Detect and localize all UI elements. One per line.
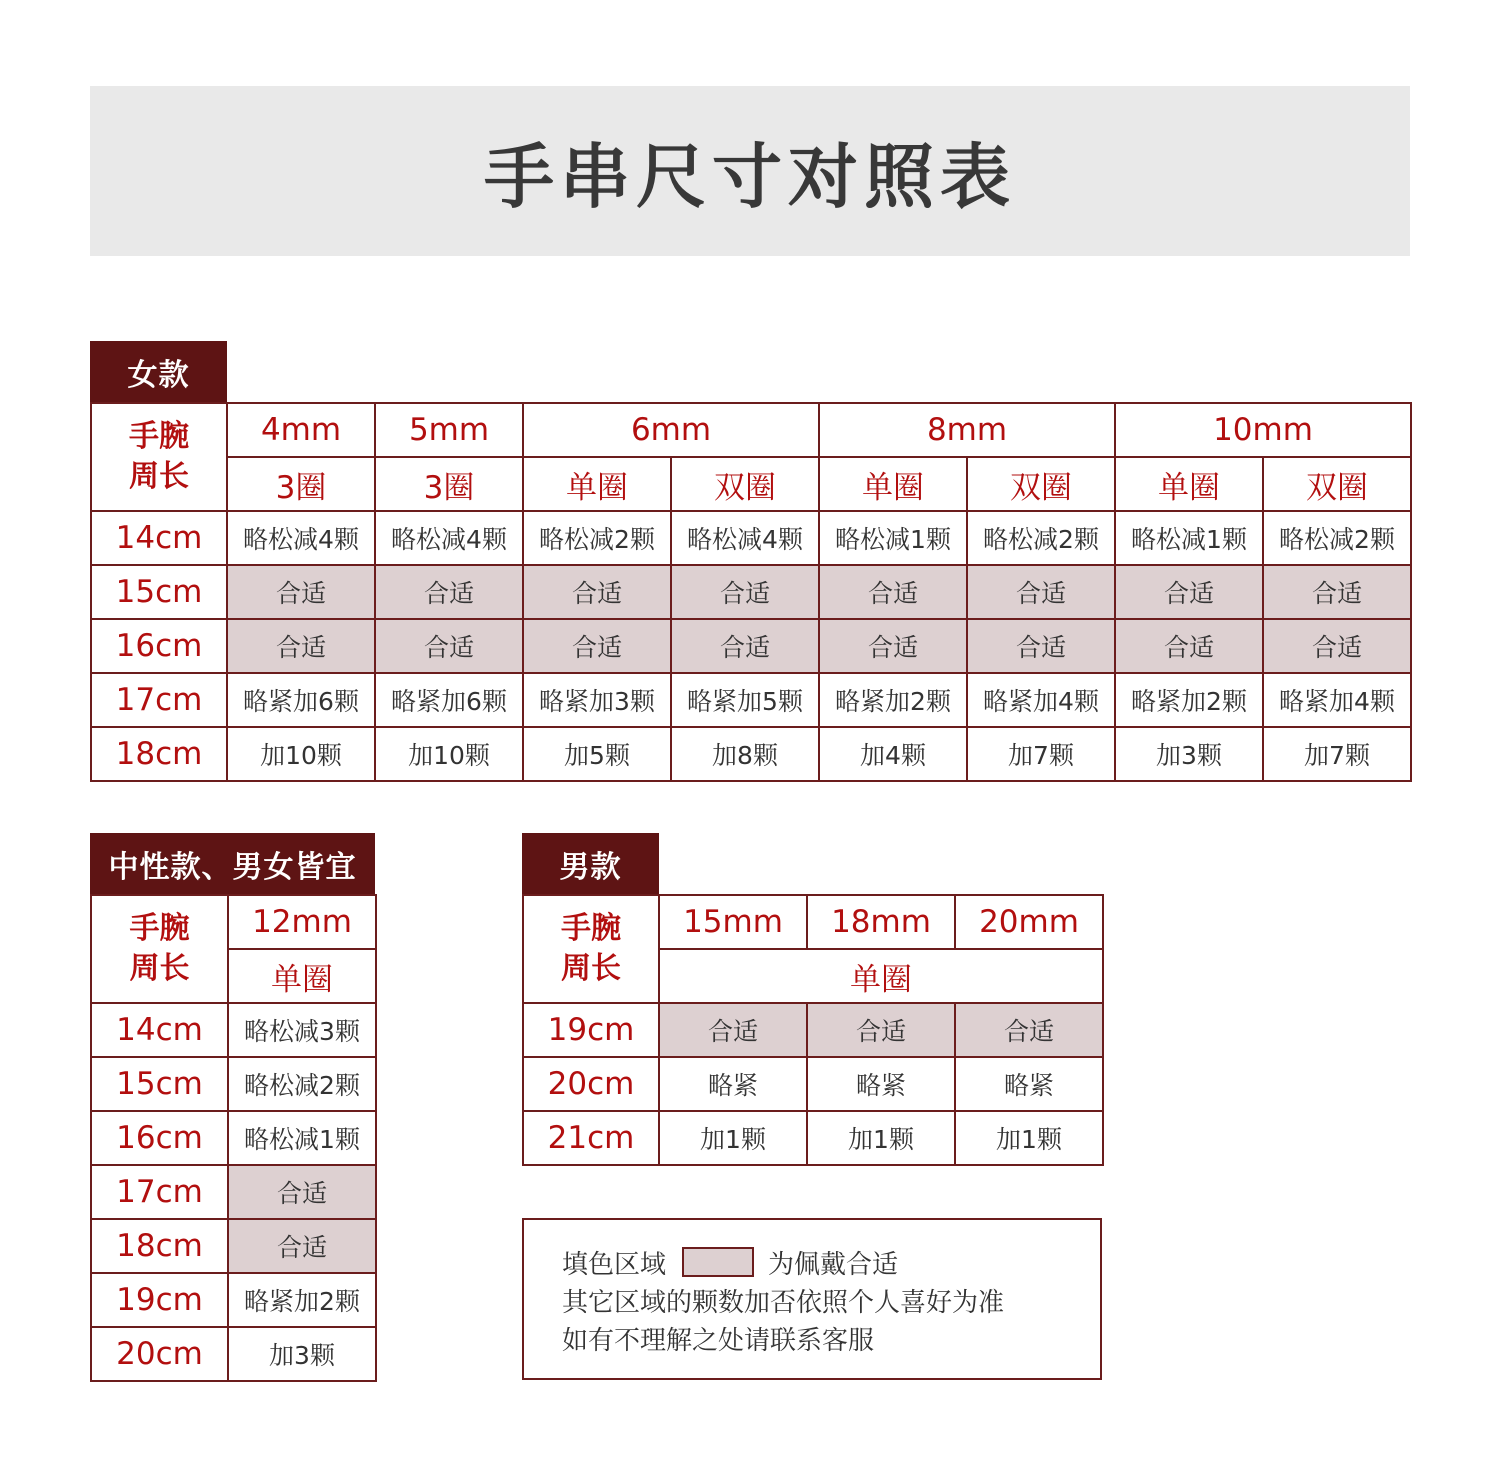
- loop-header: 单圈: [523, 457, 671, 511]
- fit-cell-highlight: 合适: [227, 619, 375, 673]
- fit-cell: 略松减1颗: [1115, 511, 1263, 565]
- table-row: [91, 1273, 376, 1327]
- fit-cell: 加8颗: [671, 727, 819, 781]
- fit-cell: 略紧: [807, 1057, 955, 1111]
- wrist-size: 15cm: [91, 1057, 228, 1111]
- size-header: 18mm: [807, 895, 955, 949]
- wrist-header: [523, 895, 659, 1003]
- table-row: [523, 1111, 1103, 1165]
- fit-cell: 略紧: [659, 1057, 807, 1111]
- fit-cell: 加1颗: [807, 1111, 955, 1165]
- wrist-header-line2: 周长: [129, 459, 189, 494]
- fit-cell-highlight: 合适: [227, 565, 375, 619]
- fit-cell: 略紧加6颗: [375, 673, 523, 727]
- size-header: 15mm: [659, 895, 807, 949]
- size-header: 10mm: [1115, 403, 1411, 457]
- fit-cell-highlight: 合适: [228, 1165, 376, 1219]
- fit-cell: 略松减4颗: [227, 511, 375, 565]
- fit-cell-highlight: 合适: [228, 1219, 376, 1273]
- wrist-size: 18cm: [91, 727, 227, 781]
- women-tag: 女款: [90, 341, 227, 403]
- fit-cell: 加10颗: [375, 727, 523, 781]
- fit-cell-highlight: 合适: [967, 619, 1115, 673]
- note-line-2: 其它区域的颗数加否依照个人喜好为准: [562, 1288, 1005, 1318]
- table-row: [91, 1111, 376, 1165]
- size-header: 8mm: [819, 403, 1115, 457]
- table-row: [523, 1003, 1103, 1057]
- wrist-size: 16cm: [91, 1111, 228, 1165]
- size-header: 6mm: [523, 403, 819, 457]
- page-title: 手串尺寸对照表: [484, 135, 1016, 218]
- fit-cell-highlight: 合适: [967, 565, 1115, 619]
- fit-cell: 略松减3颗: [228, 1003, 376, 1057]
- loop-header: 单圈: [819, 457, 967, 511]
- table-row: [523, 1057, 1103, 1111]
- fit-cell-highlight: 合适: [1115, 565, 1263, 619]
- fit-color-swatch: [682, 1247, 754, 1277]
- note-line-1: [562, 1246, 1100, 1284]
- size-header: 20mm: [955, 895, 1103, 949]
- fit-cell: 略松减2颗: [228, 1057, 376, 1111]
- unisex-size-table: [90, 894, 377, 1382]
- size-header: 5mm: [375, 403, 523, 457]
- fit-cell-highlight: 合适: [1263, 565, 1411, 619]
- loop-header: 双圈: [1263, 457, 1411, 511]
- wrist-header-line1: 手腕: [129, 911, 190, 946]
- men-size-table: [522, 894, 1104, 1166]
- title-banner: [90, 86, 1410, 256]
- fit-cell: 略紧加2颗: [1115, 673, 1263, 727]
- fit-cell: 略紧加6颗: [227, 673, 375, 727]
- fit-cell: 略松减2颗: [523, 511, 671, 565]
- fit-cell-highlight: 合适: [375, 565, 523, 619]
- table-row: [91, 1003, 376, 1057]
- fit-cell: 略紧加4颗: [1263, 673, 1411, 727]
- wrist-size: 14cm: [91, 1003, 228, 1057]
- loop-header: 双圈: [967, 457, 1115, 511]
- fit-cell: 加1颗: [955, 1111, 1103, 1165]
- wrist-size: 17cm: [91, 673, 227, 727]
- fit-cell-highlight: 合适: [375, 619, 523, 673]
- fit-cell: 加3颗: [1115, 727, 1263, 781]
- table-row: [91, 1165, 376, 1219]
- table-row: [91, 1327, 376, 1381]
- fit-cell-highlight: 合适: [1263, 619, 1411, 673]
- wrist-header-line2: 周长: [129, 951, 190, 986]
- fit-cell-highlight: 合适: [955, 1003, 1103, 1057]
- fit-cell-highlight: 合适: [523, 565, 671, 619]
- women-size-table: [90, 402, 1412, 782]
- fit-cell: 略紧加2颗: [228, 1273, 376, 1327]
- note-fit-meaning: 为佩戴合适: [768, 1250, 899, 1280]
- fit-cell: 略紧: [955, 1057, 1103, 1111]
- size-header: 12mm: [228, 895, 376, 949]
- fit-cell-highlight: 合适: [1115, 619, 1263, 673]
- wrist-header: [91, 403, 227, 511]
- wrist-size: 17cm: [91, 1165, 228, 1219]
- fit-cell: 略松减1颗: [228, 1111, 376, 1165]
- wrist-size: 19cm: [523, 1003, 659, 1057]
- wrist-size: 21cm: [523, 1111, 659, 1165]
- wrist-size: 18cm: [91, 1219, 228, 1273]
- fit-cell-highlight: 合适: [659, 1003, 807, 1057]
- fit-cell: 略松减1颗: [819, 511, 967, 565]
- table-row: [91, 673, 1411, 727]
- wrist-size: 16cm: [91, 619, 227, 673]
- fit-cell-highlight: 合适: [671, 565, 819, 619]
- fit-cell-highlight: 合适: [807, 1003, 955, 1057]
- fit-cell: 加7颗: [967, 727, 1115, 781]
- fit-cell: 加10颗: [227, 727, 375, 781]
- fit-cell: 加1颗: [659, 1111, 807, 1165]
- fit-cell: 略紧加3颗: [523, 673, 671, 727]
- wrist-size: 19cm: [91, 1273, 228, 1327]
- loop-header: 双圈: [671, 457, 819, 511]
- table-row: [91, 727, 1411, 781]
- size-header: 4mm: [227, 403, 375, 457]
- loop-header: 3圈: [375, 457, 523, 511]
- loop-header: 单圈: [228, 949, 376, 1003]
- fit-cell: 略松减2颗: [1263, 511, 1411, 565]
- wrist-header-line2: 周长: [561, 951, 621, 986]
- fit-cell: 加3颗: [228, 1327, 376, 1381]
- wrist-header: [91, 895, 228, 1003]
- men-tag: 男款: [522, 833, 659, 895]
- fit-cell: 加5颗: [523, 727, 671, 781]
- unisex-tag: 中性款、男女皆宜: [90, 833, 375, 895]
- fit-cell-highlight: 合适: [523, 619, 671, 673]
- wrist-header-line1: 手腕: [561, 911, 621, 946]
- legend-note: [522, 1218, 1102, 1380]
- fit-cell: 略松减4颗: [671, 511, 819, 565]
- fit-cell: 略紧加5颗: [671, 673, 819, 727]
- wrist-size: 20cm: [91, 1327, 228, 1381]
- note-line-3: 如有不理解之处请联系客服: [562, 1326, 875, 1356]
- fit-cell: 略紧加4颗: [967, 673, 1115, 727]
- wrist-size: 20cm: [523, 1057, 659, 1111]
- loop-header: 单圈: [1115, 457, 1263, 511]
- note-fill-label: 填色区域: [562, 1250, 667, 1280]
- fit-cell: 略紧加2颗: [819, 673, 967, 727]
- table-row: [91, 619, 1411, 673]
- fit-cell: 略松减4颗: [375, 511, 523, 565]
- wrist-size: 15cm: [91, 565, 227, 619]
- table-row: [91, 1219, 376, 1273]
- loop-header: 单圈: [659, 949, 1103, 1003]
- fit-cell-highlight: 合适: [819, 565, 967, 619]
- loop-header: 3圈: [227, 457, 375, 511]
- wrist-size: 14cm: [91, 511, 227, 565]
- fit-cell-highlight: 合适: [819, 619, 967, 673]
- table-row: [91, 511, 1411, 565]
- fit-cell-highlight: 合适: [671, 619, 819, 673]
- fit-cell: 加7颗: [1263, 727, 1411, 781]
- fit-cell: 略松减2颗: [967, 511, 1115, 565]
- fit-cell: 加4颗: [819, 727, 967, 781]
- table-row: [91, 1057, 376, 1111]
- table-row: [91, 565, 1411, 619]
- wrist-header-line1: 手腕: [129, 419, 189, 454]
